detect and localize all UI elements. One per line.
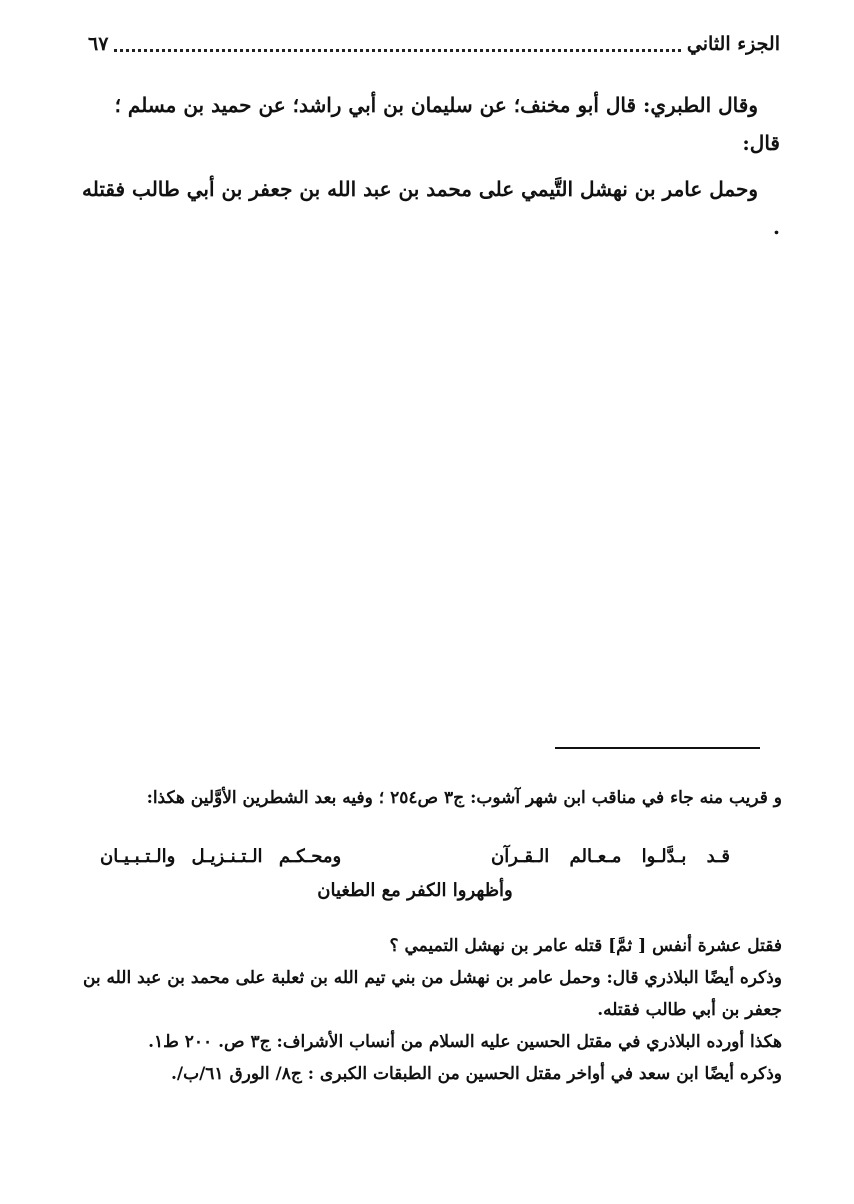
- body-paragraph-1: [80, 86, 780, 162]
- poem-hemistich-left: ومحـكـم الـتـنـزيـل والـتـبـيـان: [100, 845, 342, 867]
- footnote-block: [72, 930, 782, 1090]
- body-paragraph-2: [80, 170, 780, 246]
- footnote-line-4: هكذا أورده البلاذري في مقتل الحسين عليه السلام من أنساب الأشراف: ج٣ ص. ٢٠٠ ط١.: [148, 1032, 782, 1052]
- footnote-poem: [100, 838, 730, 908]
- poem-second-line: وأظهروا الكفر مع الطغيان: [317, 880, 513, 901]
- header-dot-leader: [114, 49, 680, 52]
- poem-verse: [100, 838, 730, 874]
- footnote-line-3: وذكره أيضًا البلاذري قال: وحمل عامر بن نهشل من بني تيم الله بن ثعلبة على محمد بن عبد الله بن جعفر بن أبي طالب فقتله.: [82, 968, 782, 1020]
- footnote-line-5: وذكره أيضًا ابن سعد في أواخر مقتل الحسين من الطبقات الكبرى : ج٨/ الورق ٦١/ب/.: [170, 1064, 782, 1084]
- body-paragraph-1-text: وقال الطبري: قال أبو مخنف؛ عن سليمان بن أبي راشد؛ عن حميد بن مسلم ؛ قال:: [114, 93, 780, 155]
- footnote-line-1: و قريب منه جاء في مناقب ابن شهر آشوب: ج٣ ص٢٥٤ ؛ وفيه بعد الشطرين الأوَّلين هكذا:: [146, 788, 782, 808]
- body-paragraph-2-text: وحمل عامر بن نهشل التَّيمي على محمد بن عبد الله بن جعفر بن أبي طالب فقتله .: [82, 177, 780, 239]
- footnote-line-2: فقتل عشرة أنفس [ ثمَّ] قتله عامر بن نهشل التميمي ؟: [389, 936, 782, 956]
- poem-hemistich-right: قـد بـدَّلـوا مـعـالم الـقـرآن: [490, 845, 730, 867]
- footnote-separator: [555, 747, 760, 749]
- page-number: ٦٧: [88, 33, 109, 55]
- running-header: [88, 24, 780, 64]
- header-title: الجزء الثاني: [686, 33, 780, 55]
